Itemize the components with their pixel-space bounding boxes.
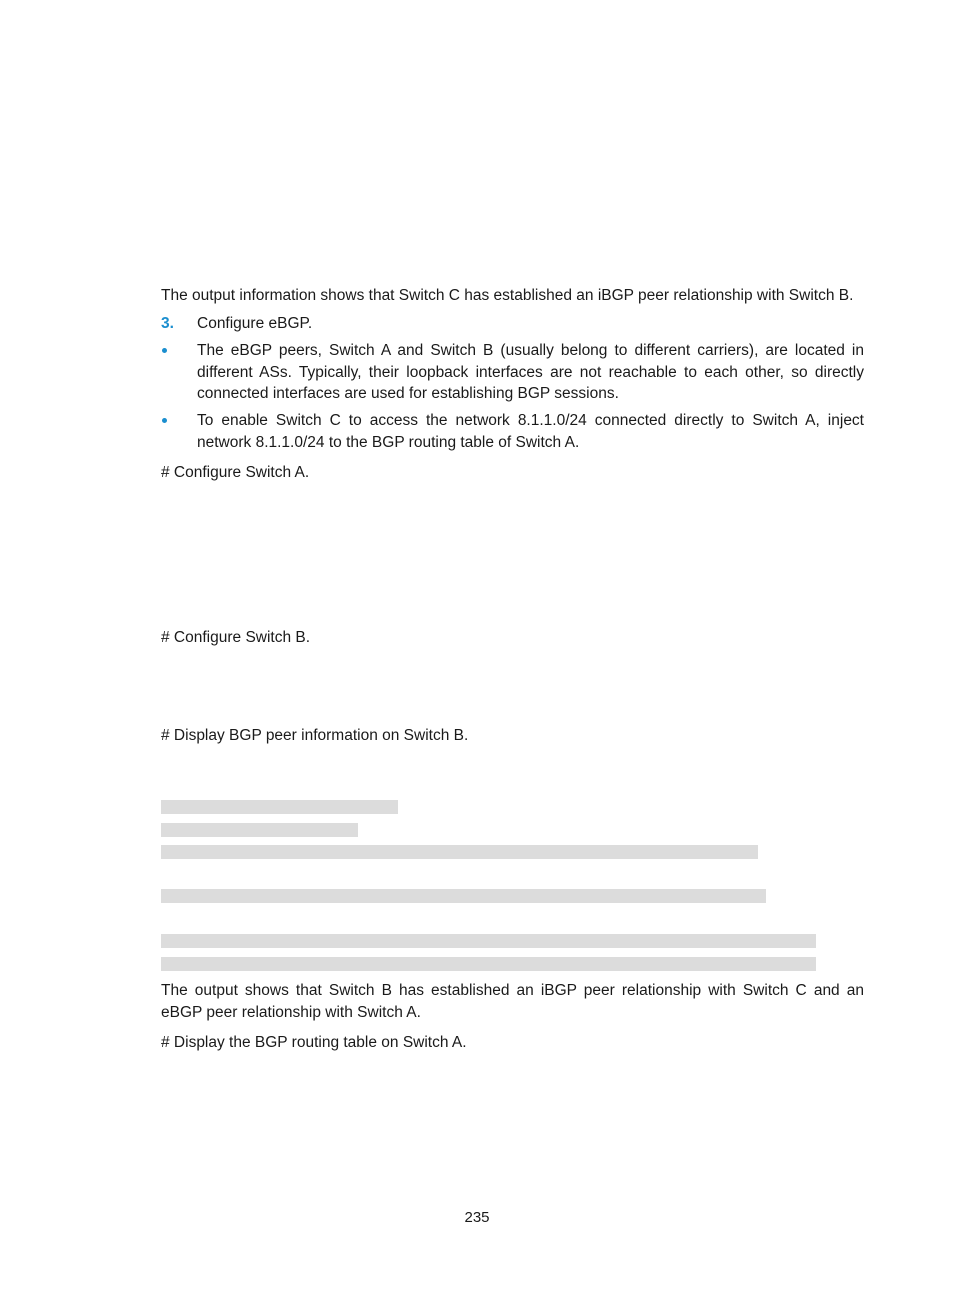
page-number: 235 [464,1209,490,1226]
redacted-line [161,800,398,814]
redacted-line [161,823,358,837]
paragraph-peer-relationships: The output shows that Switch B has established an iBGP peer relationship with Switch C and an eBGP peer relationship with Switch A. [161,982,864,1021]
comment-configure-switch-a: # Configure Switch A. [161,464,310,481]
redacted-line [161,889,766,903]
bullet-text: The eBGP peers, Switch A and Switch B (usually belong to different carriers), are located in different ASs. Typically, their loopback interfaces are not reachable to each other, so directly connected interfaces are used for establishing BGP sessions. [197,342,864,402]
redacted-line [161,934,816,948]
bullet-icon [162,348,167,353]
comment-display-routing-table: # Display the BGP routing table on Switch A. [161,1034,467,1051]
step-text: Configure eBGP. [197,315,313,332]
bullet-icon [162,418,167,423]
redacted-line [161,957,816,971]
redacted-line [161,845,758,859]
comment-display-peer-info: # Display BGP peer information on Switch B. [161,727,469,744]
paragraph-ibgp-established: The output information shows that Switch C has established an iBGP peer relationship with Switch B. [161,287,854,304]
bullet-item-inject-network [161,410,864,453]
step-number: 3. [161,315,174,332]
comment-configure-switch-b: # Configure Switch B. [161,629,311,646]
step-3 [161,313,864,335]
bullet-item-ebgp-peers [161,340,864,405]
bullet-text: To enable Switch C to access the network 8.1.1.0/24 connected directly to Switch A, inject network 8.1.1.0/24 to the BGP routing table of Switch A. [197,412,864,451]
